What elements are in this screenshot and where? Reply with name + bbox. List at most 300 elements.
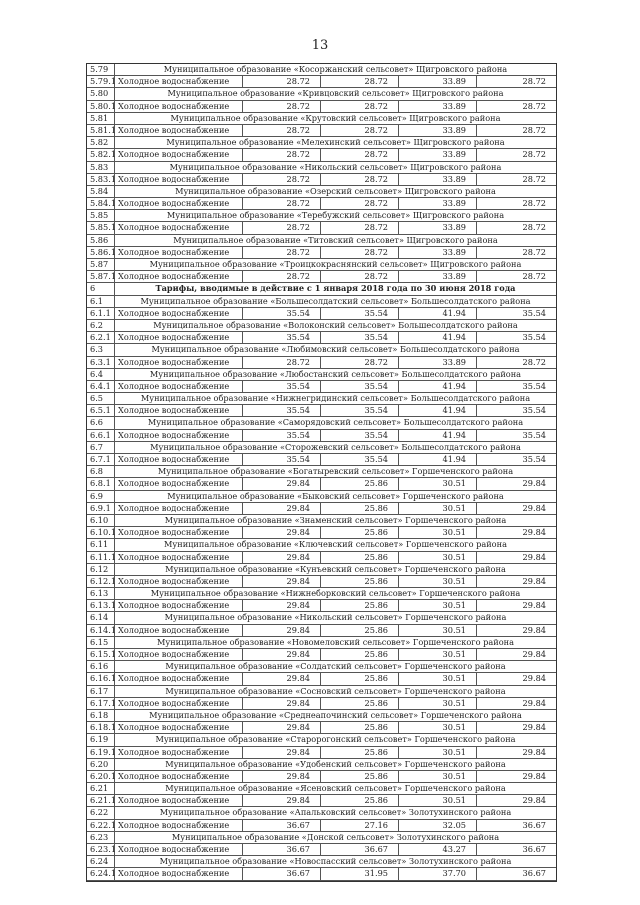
row-number: 6.13 xyxy=(87,588,115,599)
municipality-row xyxy=(87,162,556,174)
tariff-value: 28.72 xyxy=(321,125,399,136)
service-label: Холодное водоснабжение xyxy=(115,576,243,587)
section-heading-row xyxy=(87,283,556,295)
tariff-value: 29.84 xyxy=(243,698,321,709)
tariff-value: 35.54 xyxy=(243,308,321,319)
row-number: 6.2 xyxy=(87,320,115,331)
tariff-value: 37.70 xyxy=(399,868,477,879)
tariff-value: 28.72 xyxy=(243,271,321,282)
tariff-value: 30.51 xyxy=(399,722,477,733)
service-label: Холодное водоснабжение xyxy=(115,357,243,368)
tariff-value: 36.67 xyxy=(243,844,321,855)
row-number: 6.5 xyxy=(87,393,115,404)
tariff-value: 41.94 xyxy=(399,381,477,392)
tariff-value: 33.89 xyxy=(399,101,477,112)
tariff-value: 36.67 xyxy=(321,844,399,855)
row-number: 6.8.1 xyxy=(87,478,115,489)
tariff-value: 41.94 xyxy=(399,405,477,416)
municipality-row xyxy=(87,807,556,819)
tariff-value: 28.72 xyxy=(321,101,399,112)
municipality-name: Муниципальное образование «Среднеапочинский сельсовет» Горшеченского района xyxy=(149,709,522,720)
tariff-value: 25.86 xyxy=(321,673,399,684)
municipality-row xyxy=(87,442,556,454)
municipality-row xyxy=(87,588,556,600)
tariff-value: 41.94 xyxy=(399,332,477,343)
tariff-value: 28.72 xyxy=(522,246,546,257)
tariff-value: 41.94 xyxy=(399,454,477,465)
municipality-name: Муниципальное образование «Ясеновский сельсовет» Горшеченского района xyxy=(165,783,506,794)
tariff-value: 35.54 xyxy=(522,454,546,464)
municipality-name: Муниципальное образование «Крутовский сельсовет» Щигровского района xyxy=(170,112,501,123)
tariff-value: 25.86 xyxy=(321,795,399,806)
row-number: 5.82 xyxy=(87,137,115,148)
service-label: Холодное водоснабжение xyxy=(115,101,243,112)
row-number: 5.86 xyxy=(87,235,115,246)
tariff-value: 29.84 xyxy=(522,624,546,635)
row-number: 6.11.1 xyxy=(87,552,115,563)
row-number: 5.80 xyxy=(87,88,115,99)
tariff-row xyxy=(87,698,556,710)
row-number: 6.18 xyxy=(87,710,115,721)
tariff-value: 28.72 xyxy=(243,174,321,185)
section-title: Тарифы, вводимые в действие с 1 января 2018 года по 30 июня 2018 года xyxy=(155,283,516,294)
tariff-value: 28.72 xyxy=(522,271,546,282)
row-number: 6.13.1 xyxy=(87,600,115,611)
service-label: Холодное водоснабжение xyxy=(115,308,243,319)
tariff-value: 25.86 xyxy=(321,552,399,563)
tariff-value: 35.54 xyxy=(522,405,546,416)
tariff-row xyxy=(87,357,556,369)
tariff-row xyxy=(87,430,556,442)
municipality-row xyxy=(87,296,556,308)
tariff-row xyxy=(87,174,556,186)
municipality-name: Муниципальное образование «Любимовский сельсовет» Большесолдатского района xyxy=(151,344,520,355)
municipality-name: Муниципальное образование «Мелехинский сельсовет» Щигровского района xyxy=(166,137,505,148)
tariff-value: 28.72 xyxy=(321,247,399,258)
tariff-value: 35.54 xyxy=(243,381,321,392)
tariff-value: 28.72 xyxy=(243,247,321,258)
tariff-value: 29.84 xyxy=(243,552,321,563)
municipality-name: Муниципальное образование «Старорогонский сельсовет» Горшеченского района xyxy=(155,734,516,745)
tariff-value: 41.94 xyxy=(399,430,477,441)
municipality-row xyxy=(87,686,556,698)
row-number: 5.82.1 xyxy=(87,149,115,160)
tariff-value: 29.84 xyxy=(243,478,321,489)
municipality-row xyxy=(87,210,556,222)
service-label: Холодное водоснабжение xyxy=(115,149,243,160)
tariff-value: 35.54 xyxy=(522,332,546,343)
tariff-value: 25.86 xyxy=(321,503,399,514)
tariff-row xyxy=(87,722,556,734)
tariff-value: 29.84 xyxy=(522,478,546,489)
tariff-value: 30.51 xyxy=(399,771,477,782)
row-number: 6.12 xyxy=(87,564,115,575)
service-label: Холодное водоснабжение xyxy=(115,76,243,87)
service-label: Холодное водоснабжение xyxy=(115,125,243,136)
page-number: 13 xyxy=(311,38,329,53)
tariff-value: 30.51 xyxy=(399,576,477,587)
service-label: Холодное водоснабжение xyxy=(115,430,243,441)
municipality-row xyxy=(87,661,556,673)
municipality-row xyxy=(87,137,556,149)
tariff-value: 33.89 xyxy=(399,198,477,209)
municipality-row xyxy=(87,856,556,868)
tariff-value: 32.05 xyxy=(399,820,477,831)
row-number: 6.5.1 xyxy=(87,405,115,416)
municipality-row xyxy=(87,186,556,198)
row-number: 6.17.1 xyxy=(87,698,115,709)
tariff-row xyxy=(87,76,556,88)
municipality-name: Муниципальное образование «Солдатский сельсовет» Горшеченского района xyxy=(165,661,506,672)
municipality-name: Муниципальное образование «Любостанский сельсовет» Большесолдатского района xyxy=(149,368,522,379)
service-label: Холодное водоснабжение xyxy=(115,174,243,185)
row-number: 5.87 xyxy=(87,259,115,270)
service-label: Холодное водоснабжение xyxy=(115,698,243,709)
row-number: 6.9 xyxy=(87,491,115,502)
tariff-row xyxy=(87,405,556,417)
tariff-value: 35.54 xyxy=(321,332,399,343)
row-number: 6.3 xyxy=(87,344,115,355)
tariff-row xyxy=(87,795,556,807)
row-number: 6.23 xyxy=(87,832,115,843)
municipality-row xyxy=(87,235,556,247)
tariff-row xyxy=(87,771,556,783)
municipality-name: Муниципальное образование «Знаменский сельсовет» Горшеченского района xyxy=(164,514,507,525)
tariff-row xyxy=(87,868,556,880)
row-number: 6.20.1 xyxy=(87,771,115,782)
municipality-name: Муниципальное образование «Удобенский сельсовет» Горшеченского района xyxy=(165,758,506,769)
municipality-name: Муниципальное образование «Волоконский сельсовет» Большесолдатского района xyxy=(153,319,518,330)
row-number: 6.1 xyxy=(87,296,115,307)
tariff-value: 25.86 xyxy=(321,576,399,587)
tariff-value: 35.54 xyxy=(321,381,399,392)
tariff-row xyxy=(87,222,556,234)
municipality-row xyxy=(87,259,556,271)
service-label: Холодное водоснабжение xyxy=(115,527,243,538)
tariff-value: 33.89 xyxy=(399,76,477,87)
municipality-row xyxy=(87,113,556,125)
tariff-value: 29.84 xyxy=(243,600,321,611)
tariff-value: 29.84 xyxy=(243,527,321,538)
tariff-value: 31.95 xyxy=(321,868,399,879)
municipality-name: Муниципальное образование «Ключевский сельсовет» Горшеченского района xyxy=(164,539,507,550)
tariff-row xyxy=(87,308,556,320)
municipality-name: Муниципальное образование «Донской сельсовет» Золотухинского района xyxy=(171,831,500,842)
municipality-name: Муниципальное образование «Никольский сельсовет» Горшеченского района xyxy=(164,612,507,623)
tariff-row xyxy=(87,600,556,612)
tariff-value: 28.72 xyxy=(243,149,321,160)
tariff-value: 33.89 xyxy=(399,125,477,136)
row-number: 6 xyxy=(87,283,115,294)
municipality-name: Муниципальное образование «Сосновский сельсовет» Горшеченского района xyxy=(165,685,506,696)
row-number: 6.14 xyxy=(87,612,115,623)
row-number: 6.24.1 xyxy=(87,868,115,879)
municipality-row xyxy=(87,393,556,405)
row-number: 6.7 xyxy=(87,442,115,453)
tariff-value: 36.67 xyxy=(522,819,546,830)
row-number: 6.10 xyxy=(87,515,115,526)
tariff-value: 28.72 xyxy=(243,101,321,112)
service-label: Холодное водоснабжение xyxy=(115,795,243,806)
tariff-value: 35.54 xyxy=(321,308,399,319)
tariff-value: 29.84 xyxy=(522,770,546,781)
tariff-value: 25.86 xyxy=(321,600,399,611)
tariff-row xyxy=(87,844,556,856)
municipality-row xyxy=(87,783,556,795)
municipality-name: Муниципальное образование «Озерский сельсовет» Щигровского района xyxy=(175,185,496,196)
tariff-row xyxy=(87,478,556,490)
tariff-value: 25.86 xyxy=(321,478,399,489)
municipality-name: Муниципальное образование «Апальковский сельсовет» Золотухинского района xyxy=(159,807,512,818)
row-number: 5.81 xyxy=(87,113,115,124)
row-number: 6.7.1 xyxy=(87,454,115,465)
tariff-value: 33.89 xyxy=(399,247,477,258)
tariff-value: 28.72 xyxy=(243,76,321,87)
tariff-row xyxy=(87,247,556,259)
tariff-value: 28.72 xyxy=(321,198,399,209)
row-number: 6.19 xyxy=(87,734,115,745)
tariff-value: 25.86 xyxy=(321,698,399,709)
tariff-value: 29.84 xyxy=(522,795,546,806)
tariff-value: 36.67 xyxy=(243,868,321,879)
tariff-row xyxy=(87,747,556,759)
tariff-row xyxy=(87,101,556,113)
row-number: 6.3.1 xyxy=(87,357,115,368)
row-number: 5.85.1 xyxy=(87,222,115,233)
row-number: 6.16 xyxy=(87,661,115,672)
tariff-value: 35.54 xyxy=(321,405,399,416)
tariff-value: 28.72 xyxy=(522,356,546,367)
row-number: 6.18.1 xyxy=(87,722,115,733)
municipality-name: Муниципальное образование «Троицкокраснянский сельсовет» Щигровского района xyxy=(149,259,522,269)
tariff-value: 28.72 xyxy=(522,173,546,184)
tariff-value: 33.89 xyxy=(399,271,477,282)
tariff-value: 29.84 xyxy=(522,502,546,513)
municipality-row xyxy=(87,320,556,332)
tariff-value: 29.84 xyxy=(522,673,546,684)
tariff-value: 35.54 xyxy=(522,429,546,440)
row-number: 5.81.1 xyxy=(87,125,115,136)
service-label: Холодное водоснабжение xyxy=(115,381,243,392)
tariff-row xyxy=(87,125,556,137)
tariff-value: 29.84 xyxy=(243,673,321,684)
service-label: Холодное водоснабжение xyxy=(115,478,243,489)
tariff-value: 30.51 xyxy=(399,698,477,709)
tariff-value: 28.72 xyxy=(321,76,399,87)
tariff-value: 36.67 xyxy=(522,844,546,854)
tariff-value: 33.89 xyxy=(399,149,477,160)
tariff-value: 29.84 xyxy=(522,746,546,757)
tariff-value: 28.72 xyxy=(522,149,546,160)
tariff-value: 28.72 xyxy=(243,198,321,209)
tariff-value: 29.84 xyxy=(243,771,321,782)
tariff-row xyxy=(87,198,556,210)
municipality-row xyxy=(87,369,556,381)
tariff-value: 41.94 xyxy=(399,308,477,319)
tariff-value: 29.84 xyxy=(243,503,321,514)
tariff-row xyxy=(87,820,556,832)
tariff-value: 33.89 xyxy=(399,222,477,233)
tariff-value: 28.72 xyxy=(243,222,321,233)
tariff-value: 29.84 xyxy=(522,649,546,659)
tariff-row xyxy=(87,673,556,685)
tariff-value: 28.72 xyxy=(243,357,321,368)
row-number: 6.12.1 xyxy=(87,576,115,587)
row-number: 6.1.1 xyxy=(87,308,115,319)
tariff-value: 28.72 xyxy=(522,198,546,209)
tariff-value: 28.72 xyxy=(522,76,546,87)
tariff-value: 35.54 xyxy=(321,454,399,465)
tariff-row xyxy=(87,271,556,283)
tariff-row xyxy=(87,527,556,539)
service-label: Холодное водоснабжение xyxy=(115,868,243,879)
municipality-row xyxy=(87,564,556,576)
municipality-row xyxy=(87,515,556,527)
municipality-row xyxy=(87,491,556,503)
row-number: 6.11 xyxy=(87,539,115,550)
municipality-name: Муниципальное образование «Сторожевский сельсовет» Большесолдатского района xyxy=(150,441,521,452)
service-label: Холодное водоснабжение xyxy=(115,771,243,782)
tariff-value: 30.51 xyxy=(399,552,477,563)
tariff-value: 30.51 xyxy=(399,747,477,758)
tariff-value: 35.54 xyxy=(243,430,321,441)
municipality-row xyxy=(87,637,556,649)
tariff-value: 29.84 xyxy=(522,722,546,733)
municipality-row xyxy=(87,64,556,76)
tariff-value: 25.86 xyxy=(321,649,399,660)
tariff-value: 43.27 xyxy=(399,844,477,855)
row-number: 6.20 xyxy=(87,759,115,770)
row-number: 5.79 xyxy=(87,64,115,75)
service-label: Холодное водоснабжение xyxy=(115,454,243,465)
tariff-value: 25.86 xyxy=(321,625,399,636)
municipality-row xyxy=(87,832,556,844)
tariff-row xyxy=(87,649,556,661)
municipality-name: Муниципальное образование «Новоспасский сельсовет» Золотухинского района xyxy=(159,856,512,867)
municipality-row xyxy=(87,417,556,429)
tariff-value: 35.54 xyxy=(243,405,321,416)
row-number: 5.85 xyxy=(87,210,115,221)
tariff-value: 29.84 xyxy=(243,722,321,733)
municipality-row xyxy=(87,466,556,478)
tariff-value: 30.51 xyxy=(399,478,477,489)
tariff-value: 28.72 xyxy=(522,124,546,135)
row-number: 6.22.1 xyxy=(87,820,115,831)
row-number: 6.6.1 xyxy=(87,430,115,441)
row-number: 6.23.1 xyxy=(87,844,115,855)
tariff-value: 29.84 xyxy=(522,575,546,586)
row-number: 5.83 xyxy=(87,162,115,173)
tariff-row xyxy=(87,149,556,161)
municipality-row xyxy=(87,344,556,356)
row-number: 6.24 xyxy=(87,856,115,867)
row-number: 6.2.1 xyxy=(87,332,115,343)
tariff-value: 36.67 xyxy=(522,868,546,879)
row-number: 6.9.1 xyxy=(87,503,115,514)
row-number: 6.4 xyxy=(87,369,115,380)
tariff-value: 36.67 xyxy=(243,820,321,831)
row-number: 6.19.1 xyxy=(87,747,115,758)
row-number: 6.15 xyxy=(87,637,115,648)
tariff-row xyxy=(87,454,556,466)
municipality-name: Муниципальное образование «Титовский сельсовет» Щигровского района xyxy=(173,234,498,245)
row-number: 6.4.1 xyxy=(87,381,115,392)
row-number: 5.79.1 xyxy=(87,76,115,87)
row-number: 6.21.1 xyxy=(87,795,115,806)
tariff-value: 29.84 xyxy=(243,795,321,806)
service-label: Холодное водоснабжение xyxy=(115,552,243,563)
municipality-name: Муниципальное образование «Кунъевский сельсовет» Горшеченского района xyxy=(165,563,506,574)
tariff-value: 25.86 xyxy=(321,722,399,733)
tariff-value: 30.51 xyxy=(399,600,477,611)
tariff-value: 33.89 xyxy=(399,174,477,185)
service-label: Холодное водоснабжение xyxy=(115,271,243,282)
municipality-name: Муниципальное образование «Богатыревский сельсовет» Горшеченского района xyxy=(157,466,514,477)
municipality-row xyxy=(87,612,556,624)
municipality-name: Муниципальное образование «Никольский сельсовет» Щигровского района xyxy=(169,161,502,172)
row-number: 5.84.1 xyxy=(87,198,115,209)
tariff-value: 30.51 xyxy=(399,503,477,514)
row-number: 5.87.1 xyxy=(87,271,115,282)
tariff-value: 29.84 xyxy=(522,697,546,708)
municipality-row xyxy=(87,734,556,746)
tariff-value: 35.54 xyxy=(522,380,546,391)
tariff-value: 28.72 xyxy=(321,149,399,160)
municipality-name: Муниципальное образование «Быковский сельсовет» Горшеченского района xyxy=(167,490,504,501)
municipality-row xyxy=(87,710,556,722)
tariff-value: 29.84 xyxy=(522,551,546,562)
tariff-value: 27.16 xyxy=(321,820,399,831)
tariff-row xyxy=(87,503,556,515)
service-label: Холодное водоснабжение xyxy=(115,405,243,416)
tariff-value: 29.84 xyxy=(522,527,546,538)
tariff-value: 28.72 xyxy=(522,222,546,233)
municipality-name: Муниципальное образование «Кривцовский сельсовет» Щигровского района xyxy=(167,88,504,99)
municipality-name: Муниципальное образование «Саморядовский сельсовет» Большесолдатского района xyxy=(147,417,524,428)
tariff-value: 28.72 xyxy=(321,271,399,282)
row-number: 6.16.1 xyxy=(87,673,115,684)
tariff-value: 30.51 xyxy=(399,673,477,684)
tariff-value: 35.54 xyxy=(243,454,321,465)
service-label: Холодное водоснабжение xyxy=(115,600,243,611)
tariff-row xyxy=(87,625,556,637)
row-number: 5.86.1 xyxy=(87,247,115,258)
tariff-value: 30.51 xyxy=(399,649,477,660)
tariff-row xyxy=(87,381,556,393)
municipality-row xyxy=(87,539,556,551)
tariff-value: 33.89 xyxy=(399,357,477,368)
service-label: Холодное водоснабжение xyxy=(115,649,243,660)
tariff-row xyxy=(87,576,556,588)
row-number: 6.14.1 xyxy=(87,625,115,636)
municipality-name: Муниципальное образование «Новомеловский сельсовет» Горшеченского района xyxy=(157,636,514,647)
row-number: 6.15.1 xyxy=(87,649,115,660)
tariff-value: 30.51 xyxy=(399,527,477,538)
tariff-value: 25.86 xyxy=(321,747,399,758)
row-number: 6.10.1 xyxy=(87,527,115,538)
row-number: 6.22 xyxy=(87,807,115,818)
tariff-value: 25.86 xyxy=(321,771,399,782)
service-label: Холодное водоснабжение xyxy=(115,722,243,733)
tariff-value: 28.72 xyxy=(321,357,399,368)
service-label: Холодное водоснабжение xyxy=(115,247,243,258)
tariff-value: 28.72 xyxy=(321,222,399,233)
municipality-name: Муниципальное образование «Нижнегридинский сельсовет» Большесолдатского района xyxy=(140,393,531,404)
service-label: Холодное водоснабжение xyxy=(115,747,243,758)
tariff-value: 28.72 xyxy=(522,100,546,111)
service-label: Холодное водоснабжение xyxy=(115,503,243,514)
tariff-value: 29.84 xyxy=(243,649,321,660)
